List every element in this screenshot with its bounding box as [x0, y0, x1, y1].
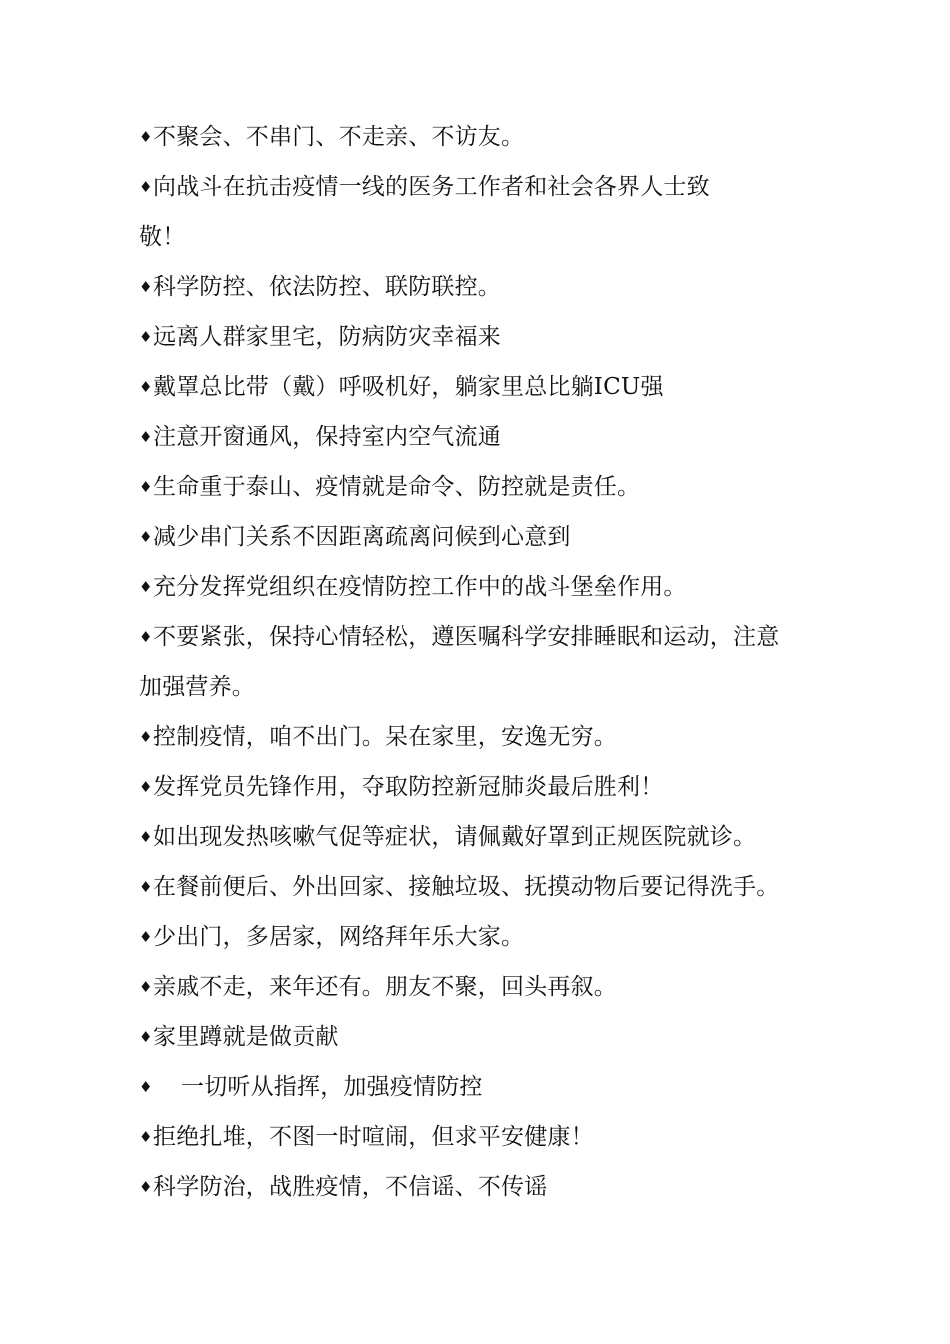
diamond-bullet-icon: ♦: [139, 878, 153, 896]
diamond-bullet-icon: ♦: [139, 1178, 153, 1196]
list-item: [139, 112, 829, 162]
list-item: [139, 462, 829, 512]
list-item-text: 向战斗在抗击疫情一线的医务工作者和社会各界人士致: [153, 174, 710, 200]
diamond-bullet-icon: ♦: [139, 128, 153, 146]
list-item: [139, 962, 829, 1012]
list-item-text: 加强营养。: [139, 674, 255, 700]
diamond-bullet-icon: ♦: [139, 478, 153, 496]
list-item: [139, 162, 829, 212]
list-item: [139, 512, 829, 562]
list-item: [139, 1062, 829, 1112]
diamond-bullet-icon: ♦: [139, 378, 153, 396]
diamond-bullet-icon: ♦: [139, 978, 153, 996]
list-item-text: 在餐前便后、外出回家、接触垃圾、抚摸动物后要记得洗手。: [153, 874, 780, 900]
list-item: [139, 912, 829, 962]
list-item-text: 戴罩总比带（戴）呼吸机好，躺家里总比躺ICU强: [153, 374, 664, 400]
list-item: [139, 762, 829, 812]
list-item-text: 拒绝扎堆，不图一时喧闹，但求平安健康！: [153, 1124, 594, 1150]
list-item-text: 科学防治，战胜疫情，不信谣、不传谣: [153, 1174, 548, 1200]
list-item: [139, 712, 829, 762]
list-item: [139, 562, 829, 612]
list-item-text: 科学防控、依法防控、联防联控。: [153, 274, 501, 300]
list-item: [139, 862, 829, 912]
diamond-bullet-icon: ♦: [139, 528, 153, 546]
list-item-text: 减少串门关系不因距离疏离问候到心意到: [153, 524, 571, 550]
list-item: [139, 1012, 829, 1062]
list-item: [139, 612, 829, 662]
list-item-text: 控制疫情，咱不出门。呆在家里，安逸无穷。: [153, 724, 617, 750]
diamond-bullet-icon: ♦: [139, 178, 153, 196]
list-item: [139, 362, 829, 412]
diamond-bullet-icon: ♦: [139, 278, 153, 296]
list-item: [139, 412, 829, 462]
list-item-text: 亲戚不走，来年还有。朋友不聚，回头再叙。: [153, 974, 617, 1000]
diamond-bullet-icon: ♦: [139, 1028, 153, 1046]
list-item: [139, 812, 829, 862]
diamond-bullet-icon: ♦: [139, 428, 153, 446]
list-item-text: 一切听从指挥，加强疫情防控: [181, 1074, 483, 1100]
list-item-continuation: [139, 212, 829, 262]
list-item: [139, 262, 829, 312]
list-item-text: 注意开窗通风，保持室内空气流通: [153, 424, 501, 450]
list-item-continuation: [139, 662, 829, 712]
list-item: [139, 312, 829, 362]
diamond-bullet-icon: ♦: [139, 928, 153, 946]
list-item-text: 敬！: [139, 224, 186, 250]
diamond-bullet-icon: ♦: [139, 1078, 153, 1096]
list-item-text: 远离人群家里宅，防病防灾幸福来: [153, 324, 501, 350]
list-item: [139, 1162, 829, 1212]
diamond-bullet-icon: ♦: [139, 828, 153, 846]
diamond-bullet-icon: ♦: [139, 728, 153, 746]
diamond-bullet-icon: ♦: [139, 578, 153, 596]
diamond-bullet-icon: ♦: [139, 1128, 153, 1146]
list-item-text: 生命重于泰山、疫情就是命令、防控就是责任。: [153, 474, 641, 500]
list-item-text: 不要紧张，保持心情轻松，遵医嘱科学安排睡眠和运动，注意: [153, 624, 780, 650]
list-item-text: 充分发挥党组织在疫情防控工作中的战斗堡垒作用。: [153, 574, 687, 600]
list-item-text: 不聚会、不串门、不走亲、不访友。: [153, 124, 525, 150]
slogan-list: [139, 112, 829, 1212]
list-item-text: 发挥党员先锋作用，夺取防控新冠肺炎最后胜利！: [153, 774, 664, 800]
list-item-text: 家里蹲就是做贡献: [153, 1024, 339, 1050]
list-item-text: 如出现发热咳嗽气促等症状，请佩戴好罩到正规医院就诊。: [153, 824, 757, 850]
diamond-bullet-icon: ♦: [139, 778, 153, 796]
diamond-bullet-icon: ♦: [139, 628, 153, 646]
diamond-bullet-icon: ♦: [139, 328, 153, 346]
list-item-text: 少出门，多居家，网络拜年乐大家。: [153, 924, 525, 950]
list-item: [139, 1112, 829, 1162]
